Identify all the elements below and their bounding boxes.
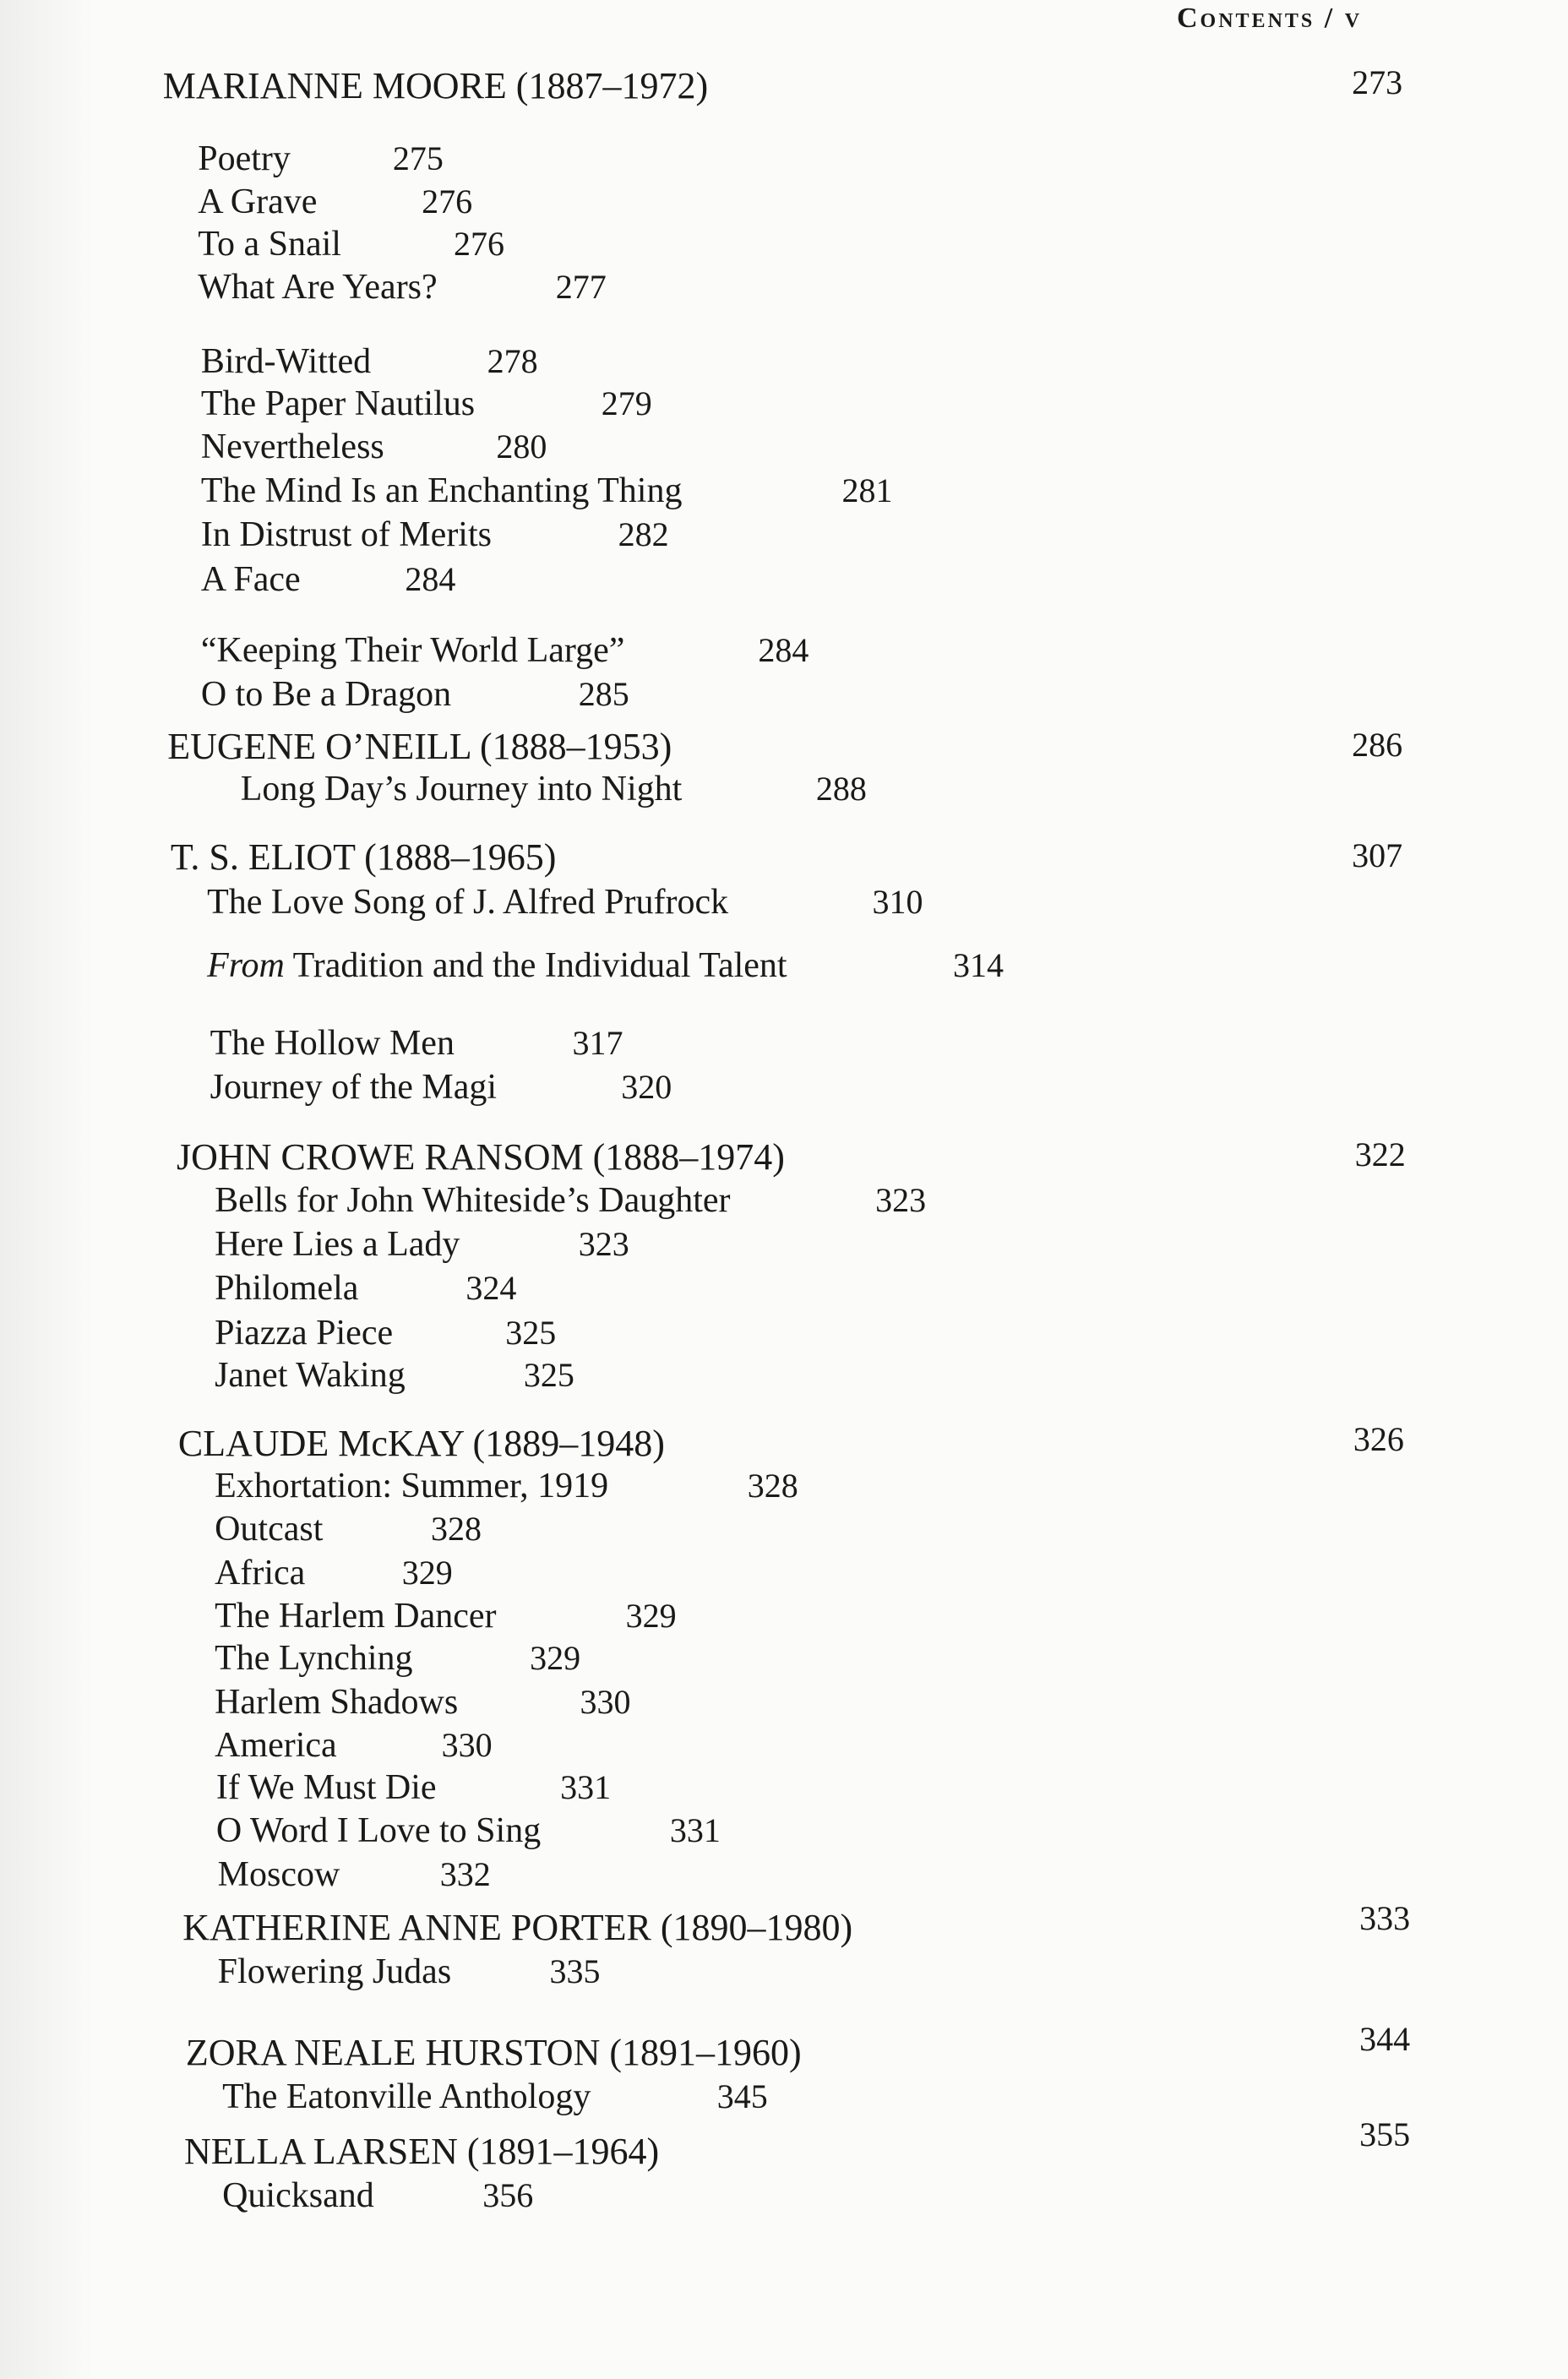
author-heading — [167, 726, 672, 768]
page-number: 285 — [578, 675, 629, 714]
page-edge-shadow — [0, 0, 93, 2379]
title-text: Exhortation: Summer, 1919 — [215, 1467, 609, 1506]
page-number: 310 — [872, 882, 923, 921]
page-number: 328 — [747, 1467, 798, 1505]
work-title — [215, 1724, 337, 1767]
page-number: 344 — [1359, 2019, 1411, 2058]
title-text: A Grave — [198, 182, 318, 221]
page-number: 279 — [601, 384, 652, 423]
author-heading — [163, 65, 708, 107]
page-number: 329 — [530, 1639, 581, 1678]
page-number: 277 — [555, 267, 607, 306]
title-text: EUGENE O’NEILL (1888–1953) — [167, 725, 672, 767]
page-number: 275 — [392, 139, 444, 178]
page-number: 281 — [841, 471, 893, 510]
page-number: 330 — [580, 1683, 631, 1722]
work-title — [216, 1810, 541, 1852]
title-text: CLAUDE McKAY (1889–1948) — [177, 1423, 665, 1465]
work-title — [198, 181, 317, 223]
page-number: 335 — [549, 1952, 601, 1991]
title-text: Africa — [215, 1554, 306, 1593]
title-text: The Mind Is an Enchanting Thing — [200, 471, 683, 511]
work-title — [215, 1312, 393, 1354]
page-number: 276 — [422, 182, 473, 220]
header-label: Contents — [1177, 3, 1315, 34]
author-heading — [177, 1136, 785, 1179]
title-text: Journey of the Magi — [210, 1068, 498, 1108]
work-title — [218, 1951, 452, 1993]
work-title — [218, 1854, 340, 1896]
work-title — [201, 629, 625, 672]
work-title — [215, 1267, 358, 1309]
title-text: The Hollow Men — [210, 1024, 455, 1064]
work-title — [207, 881, 728, 923]
page-number: 325 — [523, 1355, 574, 1394]
page-number: 325 — [505, 1313, 557, 1352]
work-title — [215, 1508, 323, 1550]
author-heading — [171, 836, 557, 879]
title-text: In Distrust of Merits — [200, 515, 492, 555]
title-text: O Word I Love to Sing — [215, 1810, 542, 1850]
work-title — [198, 223, 341, 265]
title-text: Bird-Witted — [200, 341, 372, 381]
title-text: JOHN CROWE RANSOM (1888–1974) — [177, 1136, 785, 1179]
title-text: “Keeping Their World Large” — [200, 631, 625, 671]
title-text: Quicksand — [222, 2176, 374, 2216]
title-text: The Harlem Dancer — [215, 1596, 497, 1636]
page-number: 328 — [430, 1509, 482, 1548]
work-title — [201, 426, 384, 468]
page-number: 333 — [1359, 1899, 1411, 1938]
author-heading — [186, 2032, 802, 2074]
page-number: 273 — [1352, 63, 1403, 102]
title-text: MARIANNE MOORE (1887–1972) — [162, 64, 709, 106]
title-text: Here Lies a Lady — [215, 1224, 460, 1264]
page-number: 331 — [560, 1768, 612, 1807]
work-title — [215, 1465, 608, 1507]
title-text: The Love Song of J. Alfred Prufrock — [207, 882, 729, 922]
title-text: America — [215, 1725, 337, 1765]
title-text: Piazza Piece — [215, 1313, 394, 1353]
title-text: T. S. ELIOT (1888–1965) — [170, 836, 557, 879]
page-number: 332 — [439, 1854, 491, 1893]
work-title — [201, 514, 492, 556]
page-number: 331 — [669, 1810, 721, 1849]
title-text: Poetry — [198, 139, 291, 179]
title-text: Moscow — [217, 1854, 340, 1894]
title-text: O to Be a Dragon — [200, 675, 452, 715]
work-title — [215, 1637, 412, 1679]
work-title — [210, 1022, 455, 1064]
page-number: 356 — [482, 2176, 534, 2215]
page-number: 284 — [405, 559, 456, 598]
author-heading — [178, 1423, 665, 1465]
title-text: The Lynching — [215, 1639, 413, 1679]
title-text: Outcast — [215, 1509, 324, 1549]
work-title — [222, 2076, 591, 2118]
title-text: A Face — [200, 559, 301, 599]
author-heading — [182, 1907, 852, 1949]
page-number: 345 — [716, 2077, 768, 2116]
work-title — [215, 1595, 496, 1637]
work-title — [210, 1066, 497, 1108]
page-number: 330 — [441, 1725, 493, 1764]
page-number: 324 — [466, 1269, 517, 1308]
title-text: Janet Waking — [215, 1355, 406, 1395]
page-number: 288 — [815, 770, 867, 808]
title-text: The Eatonville Anthology — [222, 2077, 591, 2117]
work-title — [216, 1767, 437, 1809]
work-title — [215, 1223, 460, 1266]
title-text: Harlem Shadows — [215, 1683, 459, 1723]
work-title — [201, 673, 451, 716]
title-text: What Are Years? — [198, 267, 438, 307]
author-heading — [184, 2131, 659, 2173]
work-title — [201, 470, 683, 512]
work-title — [201, 558, 301, 601]
title-text: ZORA NEALE HURSTON (1891–1960) — [185, 2031, 802, 2073]
title-text: Bells for John Whiteside’s Daughter — [215, 1180, 731, 1220]
title-text: The Paper Nautilus — [200, 384, 476, 424]
title-text: Long Day’s Journey into Night — [240, 770, 683, 809]
title-text: Nevertheless — [200, 427, 384, 466]
page-number: 323 — [875, 1180, 927, 1219]
work-title — [215, 1179, 730, 1222]
work-title — [198, 138, 291, 180]
work-title — [207, 945, 787, 987]
page-number: 320 — [621, 1068, 672, 1107]
page-number: 307 — [1352, 836, 1403, 875]
page-number: 317 — [572, 1024, 623, 1063]
work-title — [201, 383, 475, 425]
title-text: Philomela — [215, 1269, 359, 1309]
page-number: 326 — [1353, 1419, 1404, 1458]
title-text: Flowering Judas — [217, 1952, 452, 1992]
work-title — [215, 1681, 458, 1723]
work-title — [241, 768, 683, 810]
title-text: To a Snail — [198, 225, 341, 264]
running-header — [1177, 0, 1362, 37]
work-title — [198, 266, 437, 308]
work-title — [222, 2175, 374, 2217]
title-text: Tradition and the Individual Talent — [292, 946, 787, 986]
title-text: KATHERINE ANNE PORTER (1890–1980) — [182, 1907, 853, 1949]
title-text: If We Must Die — [215, 1768, 437, 1808]
page-number: 282 — [618, 515, 669, 554]
header-page-number: v — [1344, 3, 1363, 34]
title-text: NELLA LARSEN (1891–1964) — [184, 2130, 660, 2172]
page-number: 280 — [496, 427, 547, 465]
header-separator: / — [1324, 3, 1336, 34]
work-title — [215, 1354, 406, 1396]
work-title — [201, 340, 371, 383]
work-title — [215, 1552, 305, 1594]
page-number: 323 — [578, 1224, 629, 1263]
page-number: 276 — [453, 225, 504, 264]
page-number: 329 — [401, 1554, 453, 1592]
title-prefix: From — [207, 946, 285, 986]
page-number: 322 — [1354, 1135, 1406, 1173]
page-number: 286 — [1352, 725, 1403, 764]
page-number: 314 — [953, 946, 1004, 985]
page-number: 284 — [758, 631, 809, 670]
page-number: 355 — [1359, 2115, 1411, 2154]
page-number: 278 — [487, 341, 538, 380]
page-number: 329 — [625, 1596, 677, 1635]
